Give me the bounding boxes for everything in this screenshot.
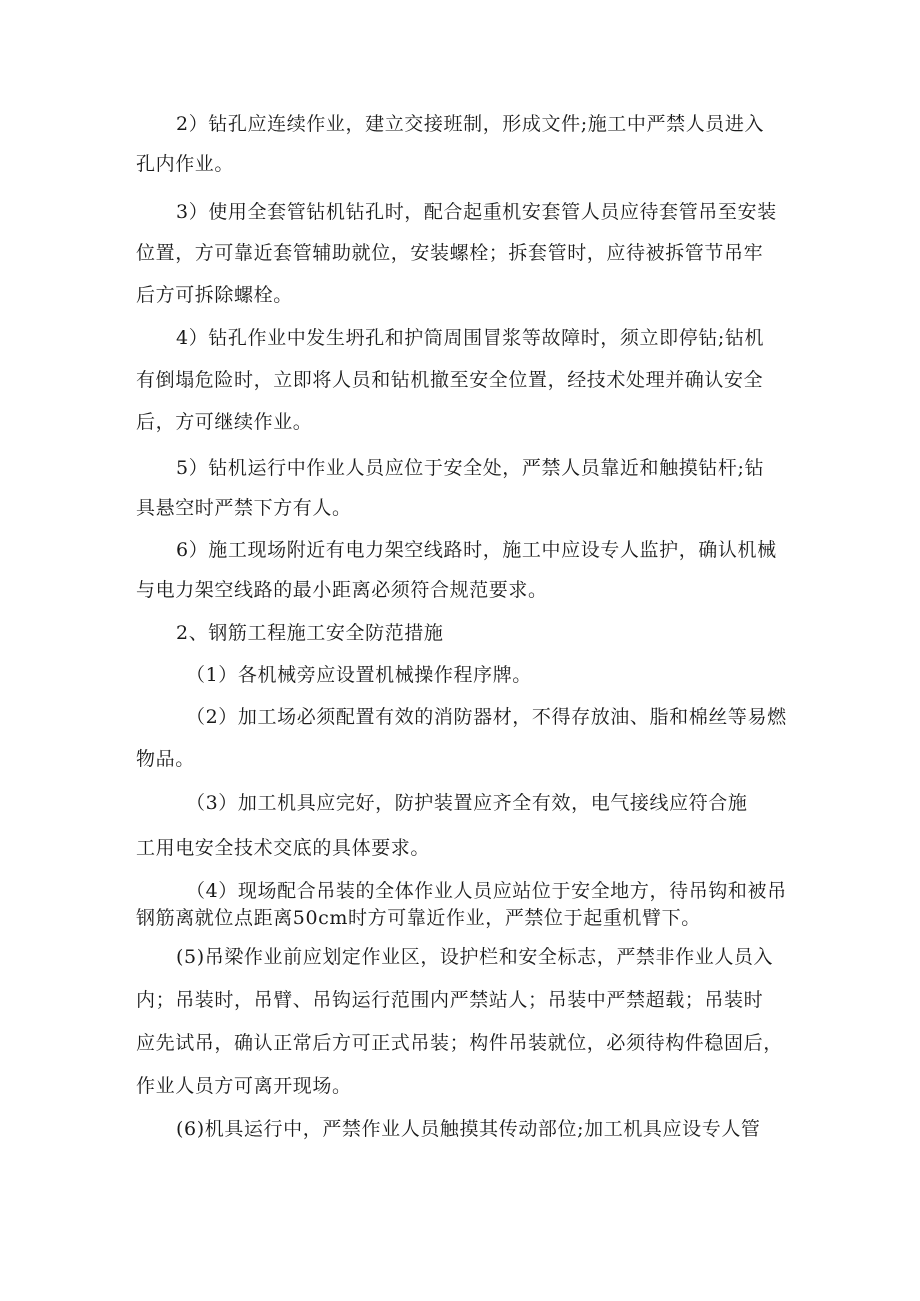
paragraph-1-line-2: 孔内作业。 <box>136 153 235 175</box>
item-2-line-1: （2）加工场必须配置有效的消防器材，不得存放油、脂和棉丝等易燃 <box>186 706 787 728</box>
section-heading: 2、钢筋工程施工安全防范措施 <box>176 622 444 644</box>
paragraph-3-line-1: 4）钻孔作业中发生坍孔和护筒周围冒浆等故障时，须立即停钻;钻机 <box>176 327 765 349</box>
paragraph-1-line-1: 2）钻孔应连续作业，建立交接班制，形成文件;施工中严禁人员进入 <box>176 113 765 135</box>
item-3-line-2: 工用电安全技术交底的具体要求。 <box>136 837 431 859</box>
paragraph-4-line-2: 具悬空时严禁下方有人。 <box>136 497 352 519</box>
paragraph-5-line-2: 与电力架空线路的最小距离必须符合规范要求。 <box>136 579 548 601</box>
paragraph-3-line-2: 有倒塌危险时，立即将人员和钻机撤至安全位置，经技术处理并确认安全 <box>136 369 764 391</box>
item-2-line-2: 物品。 <box>136 748 195 770</box>
paragraph-2-line-1: 3）使用全套管钻机钻孔时，配合起重机安套管人员应待套管吊至安装 <box>176 201 777 223</box>
paragraph-2-line-3: 后方可拆除螺栓。 <box>136 284 293 306</box>
item-3-line-1: （3）加工机具应完好，防护装置应齐全有效，电气接线应符合施 <box>186 792 748 814</box>
item-4-line-1: （4）现场配合吊装的全体作业人员应站位于安全地方，待吊钩和被吊 <box>186 880 787 902</box>
item-5-line-1: (5)吊梁作业前应划定作业区，设护栏和安全标志，严禁非作业人员入 <box>176 946 774 968</box>
item-5-line-3: 应先试吊，确认正常后方可正式吊装；构件吊装就位，必须待构件稳固后， <box>136 1032 783 1054</box>
paragraph-5-line-1: 6）施工现场附近有电力架空线路时，施工中应设专人监护，确认机械 <box>176 539 777 561</box>
item-5-line-2: 内；吊装时，吊臂、吊钩运行范围内严禁站人；吊装中严禁超载；吊装时 <box>136 989 764 1011</box>
item-6-line-1: (6)机具运行中，严禁作业人员触摸其传动部位;加工机具应设专人管 <box>176 1118 761 1140</box>
paragraph-4-line-1: 5）钻机运行中作业人员应位于安全处，严禁人员靠近和触摸钻杆;钻 <box>176 457 765 479</box>
item-4-line-2: 钢筋离就位点距离50cm时方可靠近作业，严禁位于起重机臂下。 <box>136 907 701 929</box>
paragraph-2-line-2: 位置，方可靠近套管辅助就位，安装螺栓；拆套管时，应待被拆管节吊牢 <box>136 242 764 264</box>
paragraph-3-line-3: 后，方可继续作业。 <box>136 411 313 433</box>
item-1-line-1: （1）各机械旁应设置机械操作程序牌。 <box>186 664 532 686</box>
item-5-line-4: 作业人员方可离开现场。 <box>136 1075 352 1097</box>
